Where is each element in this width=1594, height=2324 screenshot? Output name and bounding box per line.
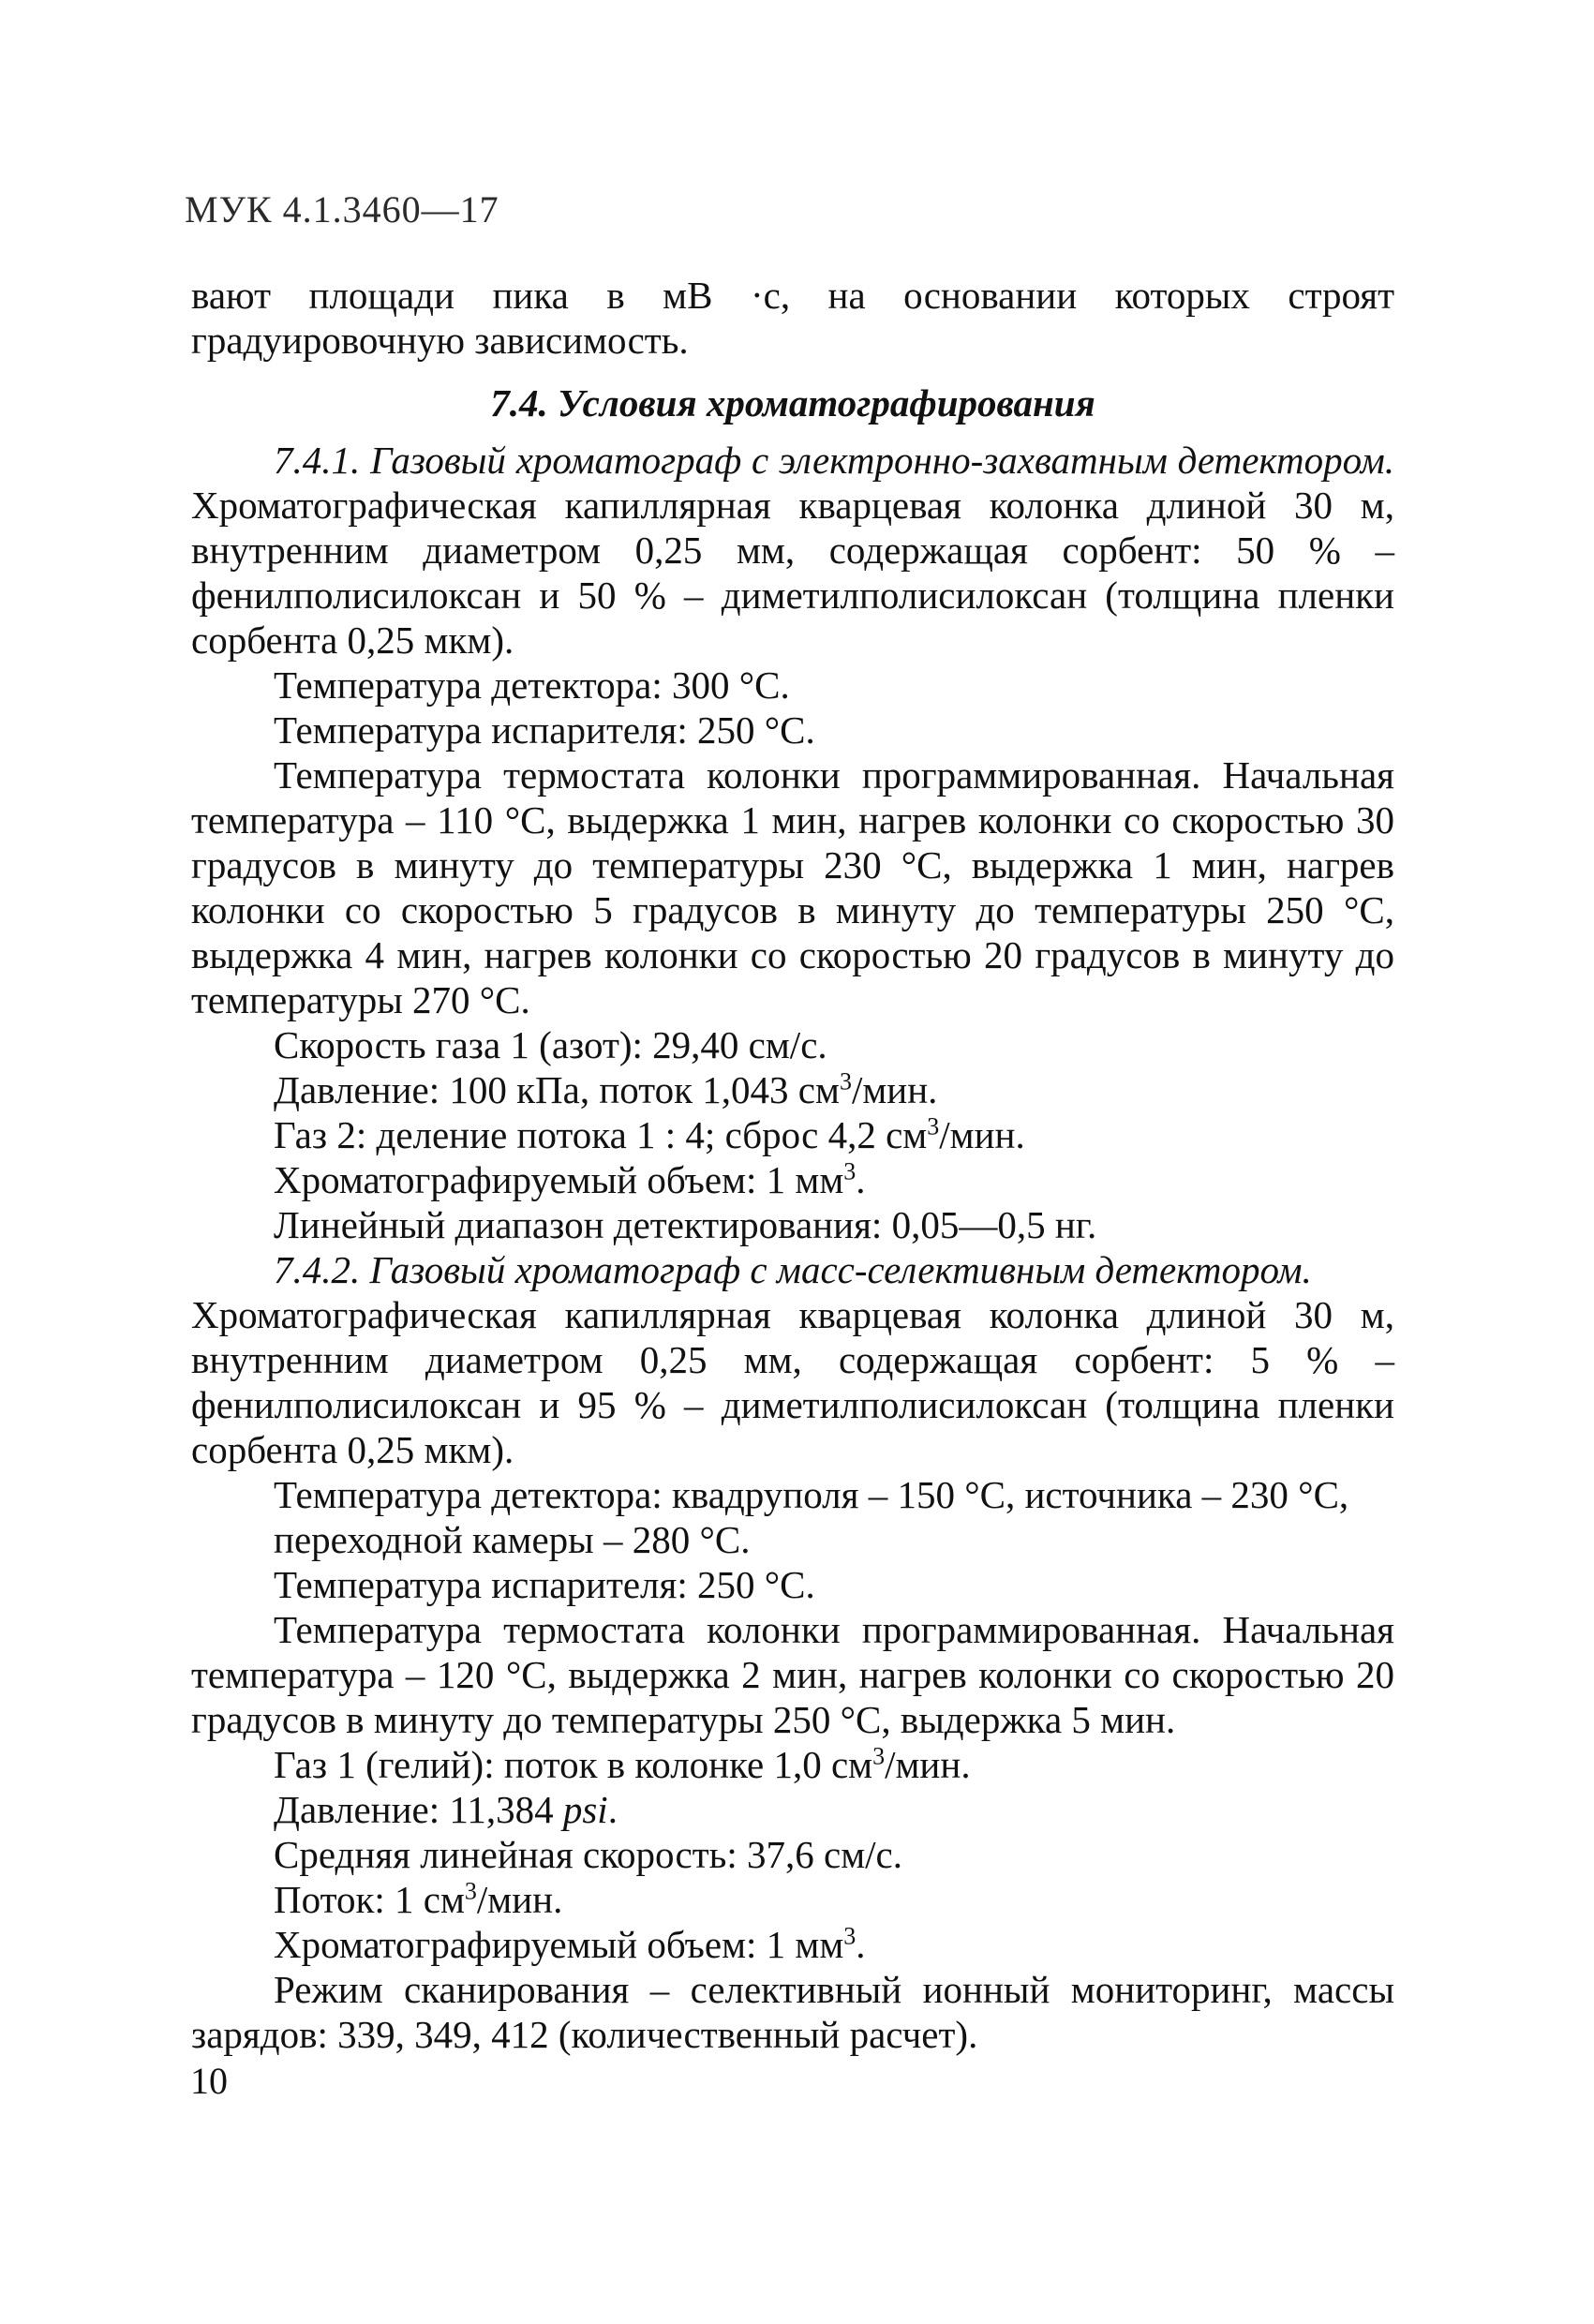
paragraph-injection-volume (191, 1157, 1394, 1202)
paragraph-gas2 (191, 1112, 1394, 1157)
paragraph-msd-column: Хроматографическая капиллярная кварцевая колонка длиной 30 м, внутренним диаметром 0,25 мм, содержащая сорбент: 5 % – фенилполисилоксан и 95 % – диметилполисилоксан (толщина пленки сорбента 0,25 мкм). (191, 1293, 1394, 1471)
document-code-header: МУК 4.1.3460—17 (185, 188, 499, 231)
paragraph-msd-injection-volume (191, 1922, 1394, 1967)
paragraph-thermostat-program: Температура термостата колонки программированная. Начальная температура – 110 °С, выдержка 1 мин, нагрев колонки со скоростью 30 градусов в минуту до температуры 230 °С, выдержка 1 мин, нагрев колонки со скоростью 5 градусов в минуту до температуры 250 °С, выдержка 4 мин, нагрев колонки со скоростью 20 градусов в минуту до температуры 270 °С. (191, 753, 1394, 1021)
subsection-heading-ecd: 7.4.1. Газовый хроматограф с электронно-захватным детектором. (274, 439, 1394, 482)
paragraph-continuation: вают площади пика в мВ ·с, на основании которых строят градуировочную зависимость. (191, 274, 1394, 362)
superscript: 3 (872, 1742, 886, 1770)
msd-pressure-text: Давление: 11,384 (274, 1788, 563, 1831)
superscript: 3 (927, 1112, 940, 1140)
psi-unit: psi (562, 1788, 608, 1831)
msd-pressure-tail: . (607, 1788, 618, 1831)
paragraph-flow (191, 1877, 1394, 1922)
injection-volume-text: Хроматографируемый объем: 1 мм (274, 1158, 844, 1201)
paragraph-helium-flow (191, 1742, 1394, 1787)
paragraph-ecd-column (191, 438, 1394, 663)
msd-injection-volume-text: Хроматографируемый объем: 1 мм (274, 1923, 844, 1966)
injection-volume-tail: . (856, 1158, 866, 1201)
paragraph-msd-pressure (191, 1787, 1394, 1832)
paragraph-scan-mode: Режим сканирования – селективный ионный мониторинг, массы зарядов: 339, 349, 412 (количественный расчет). (191, 1968, 1394, 2056)
paragraph-detector-temp: Температура детектора: 300 °С. (274, 663, 790, 707)
gas2-unit-tail: /мин. (939, 1113, 1025, 1156)
superscript: 3 (839, 1067, 852, 1095)
pressure-unit-tail: /мин. (851, 1068, 938, 1111)
document-body (191, 273, 1394, 2057)
superscript: 3 (843, 1922, 857, 1950)
paragraph-evaporator-temp: Температура испарителя: 250 °С. (274, 708, 815, 752)
section-title: 7.4. Условия хроматографирования (490, 381, 1095, 425)
paragraph-gas-speed: Скорость газа 1 (азот): 29,40 см/с. (274, 1023, 827, 1066)
paragraph-msd-evaporator-temp: Температура испарителя: 250 °С. (274, 1563, 815, 1606)
subsection-heading-msd: 7.4.2. Газовый хроматограф с масс-селективным детектором. (274, 1248, 1312, 1291)
paragraph-msd-detector-temp: Температура детектора: квадруполя – 150 °С, источника – 230 °С, (274, 1473, 1349, 1516)
superscript: 3 (843, 1157, 857, 1185)
paragraph-linear-speed: Средняя линейная скорость: 37,6 см/с. (274, 1833, 902, 1876)
helium-flow-text: Газ 1 (гелий): поток в колонке 1,0 см (274, 1743, 873, 1786)
ecd-column-text: Хроматографическая капиллярная кварцевая колонка длиной 30 м, внутренним диаметром 0,25 мм, содержащая сорбент: 50 % – фенилполисилоксан и 50 % – диметилполисилоксан (толщина пленки сорбента 0,25 мкм). (191, 484, 1394, 662)
flow-text: Поток: 1 см (274, 1878, 465, 1921)
paragraph-msd-transfer-chamber: переходной камеры – 280 °С. (274, 1518, 751, 1561)
paragraph-msd-thermostat-program: Температура термостата колонки программированная. Начальная температура – 120 °С, выдержка 2 мин, нагрев колонки со скоростью 20 градусов в минуту до температуры 250 °С, выдержка 5 мин. (191, 1608, 1394, 1741)
superscript: 3 (464, 1877, 477, 1905)
helium-flow-tail: /мин. (885, 1743, 971, 1786)
paragraph-linear-range: Линейный диапазон детектирования: 0,05—0,5 нг. (274, 1203, 1097, 1246)
page-number: 10 (190, 2060, 228, 2102)
pressure-text: Давление: 100 кПа, поток 1,043 см (274, 1068, 840, 1111)
paragraph-pressure (191, 1067, 1394, 1112)
gas2-text: Газ 2: деление потока 1 : 4; сброс 4,2 см (274, 1113, 928, 1156)
paragraph-msd-heading (191, 1247, 1394, 1292)
msd-injection-volume-tail: . (856, 1923, 866, 1966)
flow-tail: /мин. (476, 1878, 563, 1921)
